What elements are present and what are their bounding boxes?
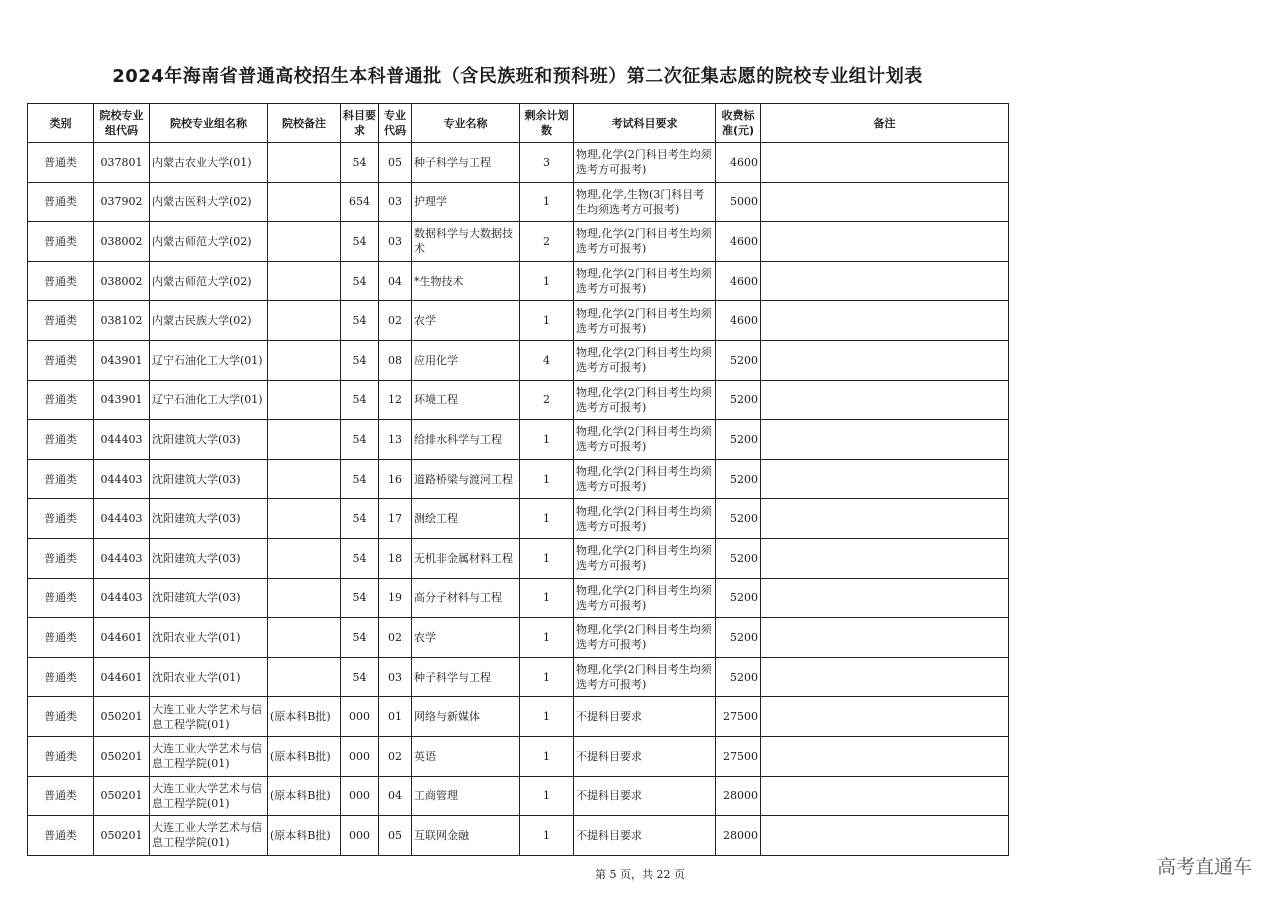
cell-exam-req: 物理,化学(2门科目考生均须选考方可报考)	[574, 657, 716, 697]
cell-remaining: 1	[520, 261, 574, 301]
cell-group-name: 内蒙古师范大学(02)	[150, 222, 268, 262]
plan-table	[27, 103, 1009, 856]
table-row	[28, 340, 1009, 380]
cell-note	[761, 618, 1009, 658]
cell-major-code: 08	[379, 340, 412, 380]
cell-note	[761, 538, 1009, 578]
table-row	[28, 261, 1009, 301]
table-row	[28, 618, 1009, 658]
cell-major-name: *生物技术	[412, 261, 520, 301]
col-header-major-name: 专业名称	[412, 104, 520, 143]
cell-fee: 27500	[716, 736, 761, 776]
cell-major-name: 工商管理	[412, 776, 520, 816]
cell-fee: 5200	[716, 499, 761, 539]
cell-remaining: 2	[520, 380, 574, 420]
cell-group-code: 050201	[94, 697, 150, 737]
cell-type: 普通类	[28, 736, 94, 776]
cell-note	[761, 736, 1009, 776]
cell-group-code: 044601	[94, 657, 150, 697]
cell-remaining: 1	[520, 538, 574, 578]
cell-type: 普通类	[28, 459, 94, 499]
cell-subject-req: 000	[341, 776, 379, 816]
cell-major-code: 03	[379, 222, 412, 262]
cell-subject-req: 54	[341, 420, 379, 460]
cell-remaining: 1	[520, 459, 574, 499]
cell-exam-req: 物理,化学(2门科目考生均须选考方可报考)	[574, 261, 716, 301]
cell-subject-req: 000	[341, 816, 379, 856]
table-row	[28, 380, 1009, 420]
cell-fee: 27500	[716, 697, 761, 737]
cell-subject-req: 54	[341, 222, 379, 262]
cell-remaining: 1	[520, 182, 574, 222]
col-header-type: 类别	[28, 104, 94, 143]
cell-fee: 5200	[716, 538, 761, 578]
cell-major-code: 05	[379, 143, 412, 183]
table-body	[28, 143, 1009, 856]
cell-group-code: 038002	[94, 261, 150, 301]
cell-note	[761, 340, 1009, 380]
cell-type: 普通类	[28, 816, 94, 856]
col-header-major-code: 专业代码	[379, 104, 412, 143]
cell-type: 普通类	[28, 499, 94, 539]
cell-note	[761, 222, 1009, 262]
cell-fee: 4600	[716, 143, 761, 183]
col-header-exam-req: 考试科目要求	[574, 104, 716, 143]
cell-major-code: 02	[379, 618, 412, 658]
cell-school-note: (原本科B批)	[268, 776, 341, 816]
cell-group-name: 沈阳建筑大学(03)	[150, 459, 268, 499]
cell-group-code: 037902	[94, 182, 150, 222]
cell-major-name: 农学	[412, 618, 520, 658]
cell-school-note	[268, 420, 341, 460]
cell-exam-req: 物理,化学(2门科目考生均须选考方可报考)	[574, 459, 716, 499]
cell-remaining: 1	[520, 420, 574, 460]
col-header-group-name: 院校专业组名称	[150, 104, 268, 143]
cell-group-code: 044403	[94, 538, 150, 578]
cell-note	[761, 697, 1009, 737]
cell-exam-req: 不提科目要求	[574, 697, 716, 737]
cell-school-note	[268, 143, 341, 183]
cell-group-name: 大连工业大学艺术与信息工程学院(01)	[150, 736, 268, 776]
cell-exam-req: 物理,化学(2门科目考生均须选考方可报考)	[574, 618, 716, 658]
cell-school-note	[268, 301, 341, 341]
cell-subject-req: 54	[341, 538, 379, 578]
cell-group-code: 044403	[94, 499, 150, 539]
cell-type: 普通类	[28, 697, 94, 737]
cell-subject-req: 54	[341, 301, 379, 341]
cell-school-note	[268, 578, 341, 618]
cell-fee: 5000	[716, 182, 761, 222]
cell-major-code: 03	[379, 182, 412, 222]
cell-major-code: 02	[379, 736, 412, 776]
cell-note	[761, 420, 1009, 460]
cell-major-name: 测绘工程	[412, 499, 520, 539]
col-header-remaining: 剩余计划数	[520, 104, 574, 143]
cell-fee: 4600	[716, 301, 761, 341]
cell-group-name: 大连工业大学艺术与信息工程学院(01)	[150, 816, 268, 856]
col-header-note: 备注	[761, 104, 1009, 143]
cell-remaining: 1	[520, 736, 574, 776]
cell-note	[761, 261, 1009, 301]
cell-major-code: 16	[379, 459, 412, 499]
cell-major-name: 应用化学	[412, 340, 520, 380]
cell-school-note	[268, 222, 341, 262]
cell-school-note: (原本科B批)	[268, 697, 341, 737]
cell-exam-req: 物理,化学(2门科目考生均须选考方可报考)	[574, 222, 716, 262]
cell-note	[761, 776, 1009, 816]
cell-group-name: 沈阳建筑大学(03)	[150, 538, 268, 578]
cell-remaining: 1	[520, 301, 574, 341]
cell-fee: 5200	[716, 618, 761, 658]
cell-subject-req: 54	[341, 499, 379, 539]
cell-subject-req: 54	[341, 578, 379, 618]
cell-note	[761, 578, 1009, 618]
cell-subject-req: 54	[341, 459, 379, 499]
cell-school-note	[268, 182, 341, 222]
cell-school-note	[268, 459, 341, 499]
cell-subject-req: 54	[341, 340, 379, 380]
table-row	[28, 657, 1009, 697]
table-row	[28, 420, 1009, 460]
cell-exam-req: 物理,化学(2门科目考生均须选考方可报考)	[574, 301, 716, 341]
table-row	[28, 697, 1009, 737]
cell-fee: 5200	[716, 340, 761, 380]
cell-major-name: 数据科学与大数据技术	[412, 222, 520, 262]
cell-group-code: 043901	[94, 340, 150, 380]
cell-group-name: 沈阳建筑大学(03)	[150, 578, 268, 618]
cell-school-note	[268, 380, 341, 420]
cell-fee: 4600	[716, 261, 761, 301]
cell-note	[761, 459, 1009, 499]
cell-group-code: 050201	[94, 776, 150, 816]
cell-group-code: 044403	[94, 420, 150, 460]
cell-major-name: 互联网金融	[412, 816, 520, 856]
table-row	[28, 776, 1009, 816]
cell-subject-req: 000	[341, 697, 379, 737]
cell-note	[761, 143, 1009, 183]
cell-group-code: 043901	[94, 380, 150, 420]
cell-group-name: 辽宁石油化工大学(01)	[150, 380, 268, 420]
cell-subject-req: 54	[341, 657, 379, 697]
cell-subject-req: 54	[341, 143, 379, 183]
cell-major-code: 01	[379, 697, 412, 737]
cell-remaining: 1	[520, 618, 574, 658]
cell-exam-req: 物理,化学(2门科目考生均须选考方可报考)	[574, 538, 716, 578]
cell-remaining: 1	[520, 578, 574, 618]
cell-major-code: 12	[379, 380, 412, 420]
table-row	[28, 143, 1009, 183]
cell-type: 普通类	[28, 657, 94, 697]
cell-group-name: 沈阳农业大学(01)	[150, 657, 268, 697]
cell-type: 普通类	[28, 182, 94, 222]
cell-school-note: (原本科B批)	[268, 736, 341, 776]
cell-exam-req: 物理,化学(2门科目考生均须选考方可报考)	[574, 340, 716, 380]
cell-group-code: 038002	[94, 222, 150, 262]
cell-major-name: 道路桥梁与渡河工程	[412, 459, 520, 499]
cell-school-note	[268, 538, 341, 578]
cell-major-code: 19	[379, 578, 412, 618]
cell-exam-req: 不提科目要求	[574, 776, 716, 816]
cell-group-name: 辽宁石油化工大学(01)	[150, 340, 268, 380]
cell-major-code: 03	[379, 657, 412, 697]
cell-subject-req: 654	[341, 182, 379, 222]
table-row	[28, 182, 1009, 222]
cell-fee: 5200	[716, 657, 761, 697]
cell-group-name: 大连工业大学艺术与信息工程学院(01)	[150, 697, 268, 737]
cell-exam-req: 物理,化学(2门科目考生均须选考方可报考)	[574, 578, 716, 618]
cell-group-code: 038102	[94, 301, 150, 341]
cell-type: 普通类	[28, 261, 94, 301]
table-row	[28, 816, 1009, 856]
cell-school-note	[268, 261, 341, 301]
cell-school-note: (原本科B批)	[268, 816, 341, 856]
cell-fee: 4600	[716, 222, 761, 262]
cell-exam-req: 物理,化学(2门科目考生均须选考方可报考)	[574, 420, 716, 460]
cell-exam-req: 不提科目要求	[574, 736, 716, 776]
cell-type: 普通类	[28, 538, 94, 578]
cell-remaining: 1	[520, 816, 574, 856]
table-row	[28, 222, 1009, 262]
cell-remaining: 4	[520, 340, 574, 380]
cell-remaining: 1	[520, 657, 574, 697]
cell-group-code: 037801	[94, 143, 150, 183]
cell-exam-req: 物理,化学(2门科目考生均须选考方可报考)	[574, 499, 716, 539]
cell-subject-req: 54	[341, 618, 379, 658]
cell-exam-req: 不提科目要求	[574, 816, 716, 856]
cell-group-code: 050201	[94, 816, 150, 856]
cell-major-name: 网络与新媒体	[412, 697, 520, 737]
cell-remaining: 1	[520, 697, 574, 737]
cell-group-name: 大连工业大学艺术与信息工程学院(01)	[150, 776, 268, 816]
table-row	[28, 459, 1009, 499]
table-row	[28, 538, 1009, 578]
table-row	[28, 301, 1009, 341]
cell-note	[761, 182, 1009, 222]
col-header-fee: 收费标准(元)	[716, 104, 761, 143]
cell-type: 普通类	[28, 380, 94, 420]
cell-group-name: 沈阳建筑大学(03)	[150, 420, 268, 460]
cell-school-note	[268, 340, 341, 380]
cell-major-name: 英语	[412, 736, 520, 776]
cell-subject-req: 000	[341, 736, 379, 776]
cell-fee: 28000	[716, 816, 761, 856]
cell-type: 普通类	[28, 776, 94, 816]
cell-type: 普通类	[28, 301, 94, 341]
cell-major-code: 13	[379, 420, 412, 460]
cell-major-name: 农学	[412, 301, 520, 341]
page-footer: 第 5 页，共 22 页	[595, 868, 685, 881]
cell-type: 普通类	[28, 340, 94, 380]
cell-group-code: 044403	[94, 459, 150, 499]
col-header-group-code: 院校专业组代码	[94, 104, 150, 143]
cell-exam-req: 物理,化学(2门科目考生均须选考方可报考)	[574, 380, 716, 420]
cell-subject-req: 54	[341, 380, 379, 420]
cell-note	[761, 380, 1009, 420]
col-header-subject-req: 科目要求	[341, 104, 379, 143]
cell-exam-req: 物理,化学,生物(3门科目考生均须选考方可报考)	[574, 182, 716, 222]
cell-fee: 5200	[716, 578, 761, 618]
cell-type: 普通类	[28, 420, 94, 460]
cell-major-code: 18	[379, 538, 412, 578]
cell-exam-req: 物理,化学(2门科目考生均须选考方可报考)	[574, 143, 716, 183]
cell-fee: 5200	[716, 380, 761, 420]
cell-major-code: 04	[379, 776, 412, 816]
col-header-school-note: 院校备注	[268, 104, 341, 143]
cell-note	[761, 816, 1009, 856]
cell-note	[761, 657, 1009, 697]
table-header-row	[28, 104, 1009, 143]
cell-remaining: 2	[520, 222, 574, 262]
cell-subject-req: 54	[341, 261, 379, 301]
cell-remaining: 3	[520, 143, 574, 183]
cell-school-note	[268, 657, 341, 697]
cell-group-code: 044403	[94, 578, 150, 618]
watermark: 高考直通车	[1156, 856, 1252, 878]
table-row	[28, 736, 1009, 776]
cell-school-note	[268, 499, 341, 539]
cell-group-name: 内蒙古民族大学(02)	[150, 301, 268, 341]
cell-fee: 5200	[716, 420, 761, 460]
cell-major-code: 17	[379, 499, 412, 539]
cell-remaining: 1	[520, 499, 574, 539]
cell-fee: 5200	[716, 459, 761, 499]
cell-major-name: 无机非金属材料工程	[412, 538, 520, 578]
cell-type: 普通类	[28, 222, 94, 262]
table-row	[28, 499, 1009, 539]
cell-major-name: 环境工程	[412, 380, 520, 420]
cell-group-name: 沈阳农业大学(01)	[150, 618, 268, 658]
cell-major-name: 高分子材料与工程	[412, 578, 520, 618]
cell-major-name: 种子科学与工程	[412, 657, 520, 697]
cell-major-code: 04	[379, 261, 412, 301]
cell-group-code: 050201	[94, 736, 150, 776]
cell-group-name: 内蒙古医科大学(02)	[150, 182, 268, 222]
cell-major-code: 05	[379, 816, 412, 856]
cell-type: 普通类	[28, 618, 94, 658]
cell-note	[761, 499, 1009, 539]
table-row	[28, 578, 1009, 618]
page-title: 2024年海南省普通高校招生本科普通批（含民族班和预科班）第二次征集志愿的院校专业组计划表	[112, 66, 923, 87]
cell-group-name: 沈阳建筑大学(03)	[150, 499, 268, 539]
cell-major-code: 02	[379, 301, 412, 341]
cell-note	[761, 301, 1009, 341]
cell-type: 普通类	[28, 143, 94, 183]
cell-fee: 28000	[716, 776, 761, 816]
cell-group-name: 内蒙古农业大学(01)	[150, 143, 268, 183]
cell-major-name: 护理学	[412, 182, 520, 222]
cell-remaining: 1	[520, 776, 574, 816]
cell-group-code: 044601	[94, 618, 150, 658]
cell-major-name: 种子科学与工程	[412, 143, 520, 183]
cell-school-note	[268, 618, 341, 658]
cell-type: 普通类	[28, 578, 94, 618]
cell-major-name: 给排水科学与工程	[412, 420, 520, 460]
cell-group-name: 内蒙古师范大学(02)	[150, 261, 268, 301]
